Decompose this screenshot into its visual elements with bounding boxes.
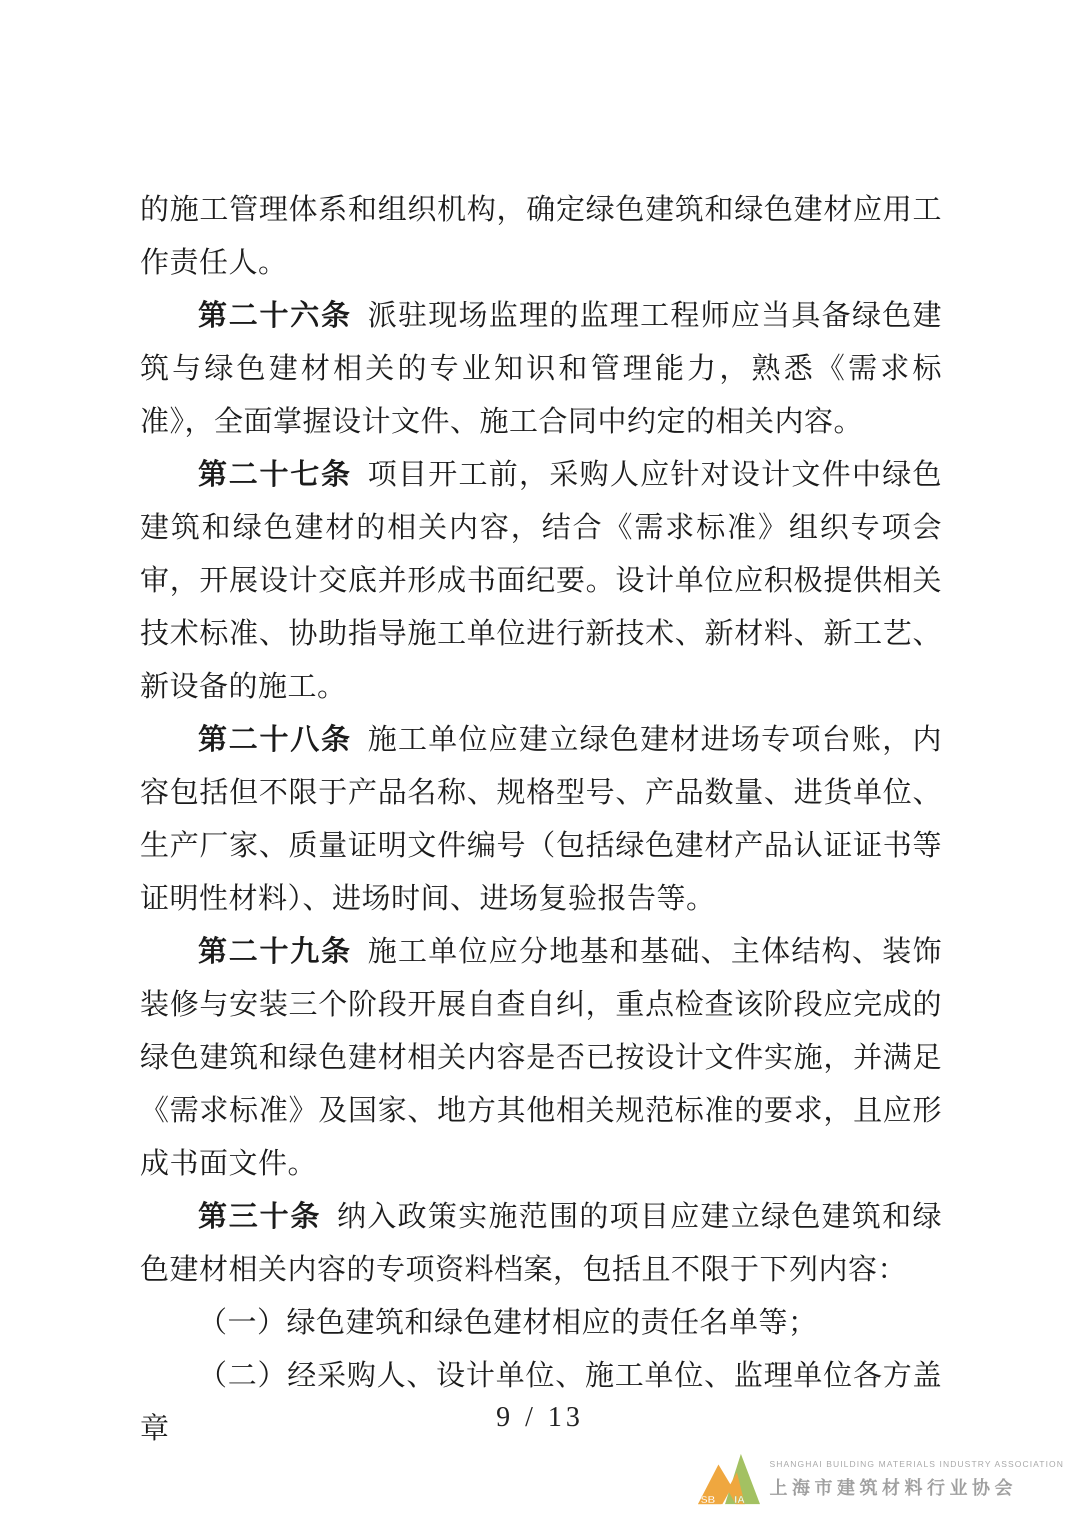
paragraph-continuation: 的施工管理体系和组织机构，确定绿色建筑和绿色建材应用工作责任人。 — [140, 194, 942, 279]
logo-name-english: SHANGHAI BUILDING MATERIALS INDUSTRY ASSOCIATION — [769, 1458, 1064, 1469]
article-27-number: 第二十七条 — [198, 459, 352, 491]
paragraph-article-26 — [140, 290, 942, 449]
logo-text-block — [770, 1459, 1064, 1500]
article-28-number: 第二十八条 — [198, 724, 352, 756]
logo-mountain-icon — [696, 1446, 762, 1512]
paragraph-article-27 — [140, 449, 942, 714]
association-logo — [696, 1446, 1064, 1512]
article-29-number: 第二十九条 — [198, 936, 352, 968]
paragraph-article-30 — [140, 1191, 942, 1297]
article-30-number: 第三十条 — [198, 1201, 322, 1233]
article-30-text: 纳入政策实施范围的项目应建立绿色建筑和绿色建材相关内容的专项资料档案，包括且不限于下列内容： — [140, 1201, 942, 1286]
page-number: 9 / 13 — [496, 1402, 584, 1433]
list-item-1: （一）绿色建筑和绿色建材相应的责任名单等； — [198, 1307, 818, 1339]
logo-letters-left: SB — [700, 1493, 715, 1506]
document-body — [140, 184, 942, 1456]
article-27-text: 项目开工前，采购人应针对设计文件中绿色建筑和绿色建材的相关内容，结合《需求标准》组织专项会审，开展设计交底并形成书面纪要。设计单位应积极提供相关技术标准、协助指导施工单位进行新技术、新材料、新工艺、新设备的施工。 — [140, 459, 942, 703]
list-item-2: （二）经采购人、设计单位、施工单位、监理单位各方盖章 — [140, 1360, 942, 1445]
article-29-text: 施工单位应分地基和基础、主体结构、装饰装修与安装三个阶段开展自查自纠，重点检查该阶段应完成的绿色建筑和绿色建材相关内容是否已按设计文件实施，并满足《需求标准》及国家、地方其他相关规范标准的要求，且应形成书面文件。 — [140, 936, 942, 1180]
logo-letters-right: IA — [733, 1493, 745, 1506]
article-26-text: 派驻现场监理的监理工程师应当具备绿色建筑与绿色建材相关的专业知识和管理能力，熟悉《需求标准》，全面掌握设计文件、施工合同中约定的相关内容。 — [140, 300, 942, 438]
article-28-text: 施工单位应建立绿色建材进场专项台账，内容包括但不限于产品名称、规格型号、产品数量、进货单位、生产厂家、质量证明文件编号（包括绿色建材产品认证证书等证明性材料）、进场时间、进场复验报告等。 — [140, 724, 942, 915]
paragraph-article-28 — [140, 714, 942, 926]
paragraph-article-29 — [140, 926, 942, 1191]
logo-name-chinese: 上海市建筑材料行业协会 — [769, 1477, 1018, 1498]
article-26-number: 第二十六条 — [198, 300, 352, 332]
